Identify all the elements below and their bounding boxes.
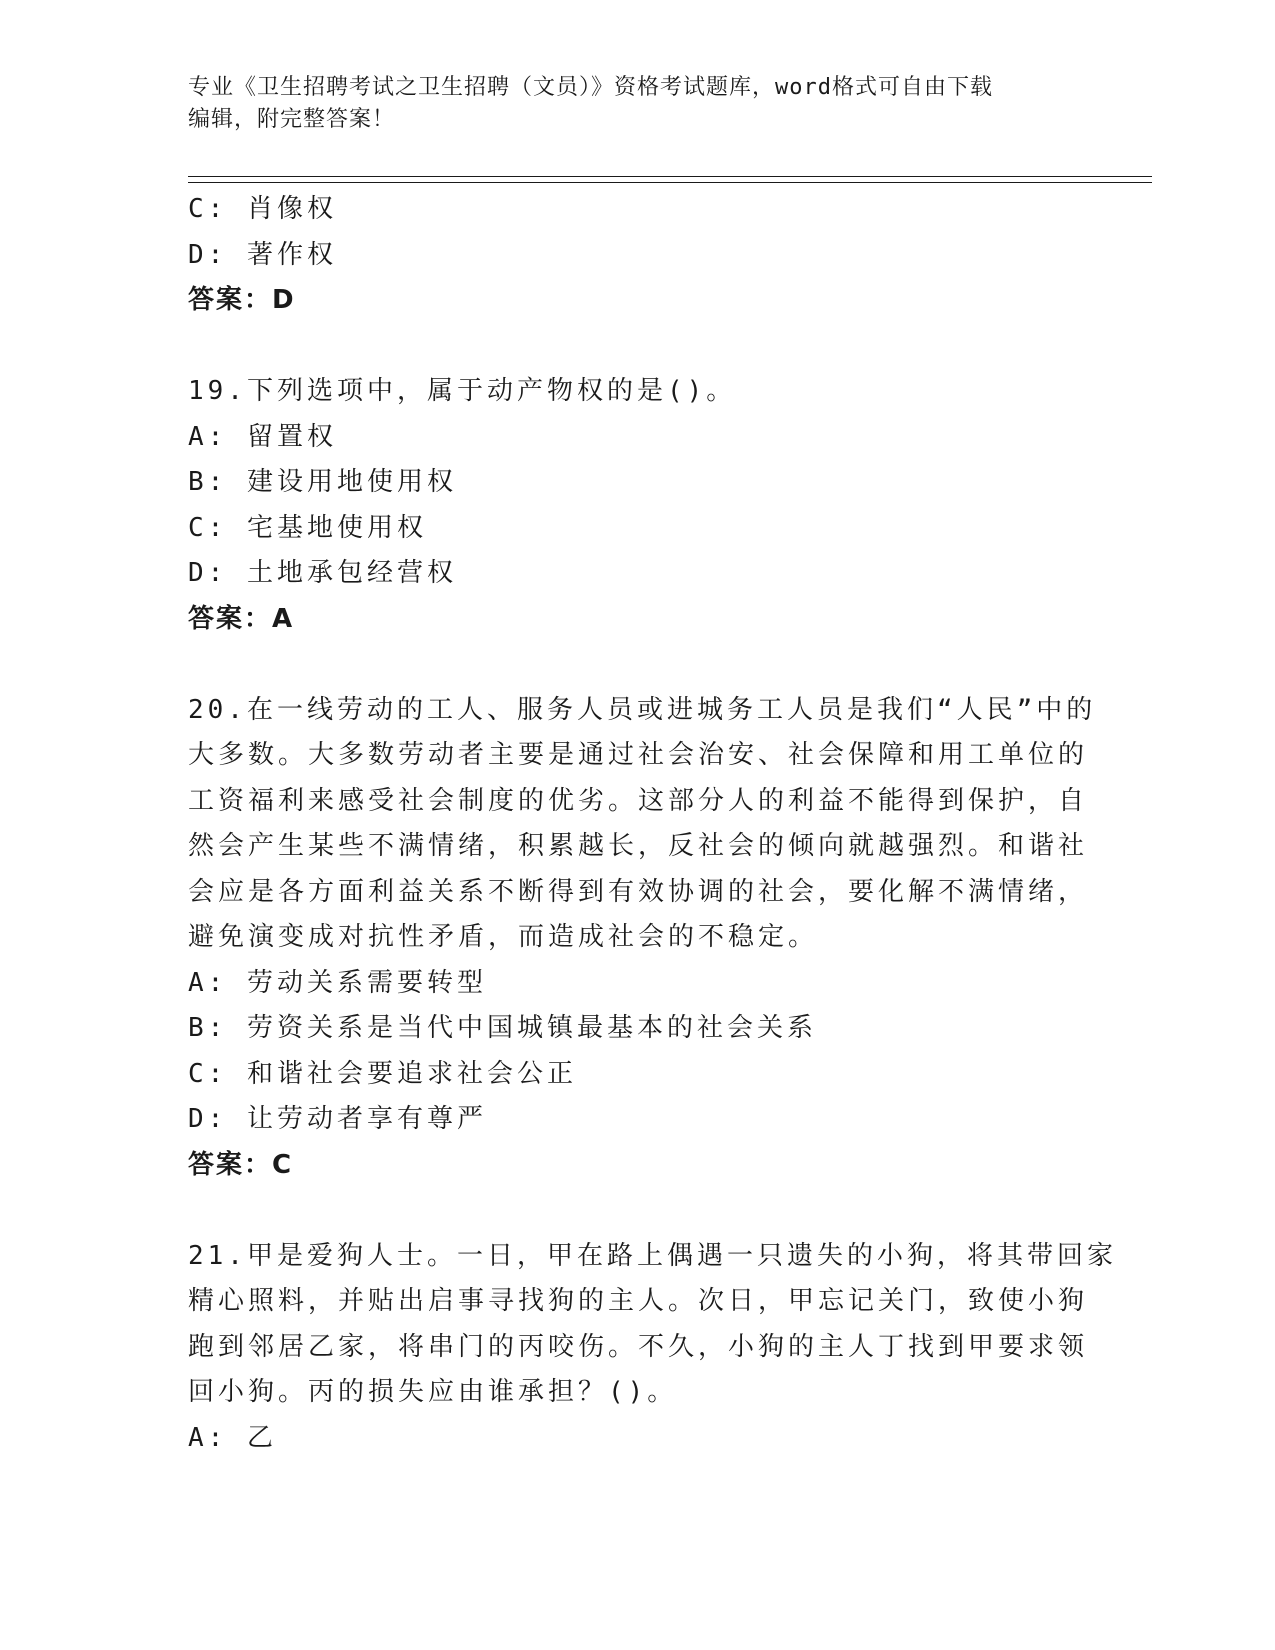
option-d: D: 让劳动者享有尊严 <box>188 1104 487 1134</box>
document-body <box>188 187 1117 1461</box>
stem-line: 会应是各方面利益关系不断得到有效协调的社会，要化解不满情绪， <box>188 876 1089 907</box>
header-line-1: 专业《卫生招聘考试之卫生招聘（文员）》资格考试题库，word格式可自由下载 <box>188 75 993 100</box>
stem-line: 工资福利来感受社会制度的优劣。这部分人的利益不能得到保护，自 <box>188 785 1089 816</box>
option-b: B: 建设用地使用权 <box>188 467 457 497</box>
stem-line: 跑到邻居乙家，将串门的丙咬伤。不久，小狗的主人丁找到甲要求领 <box>188 1331 1089 1362</box>
question-18-remainder <box>188 187 1088 324</box>
stem-line: 避免演变成对抗性矛盾，而造成社会的不稳定。 <box>188 922 819 952</box>
answer-line: 答案：C <box>188 1149 294 1180</box>
question-20 <box>188 688 1097 1189</box>
question-19 <box>188 369 1088 642</box>
stem-line: 大多数。大多数劳动者主要是通过社会治安、社会保障和用工单位的 <box>188 740 1089 770</box>
header-line-2: 编辑，附完整答案！ <box>188 107 396 132</box>
question-stem <box>188 369 1088 415</box>
question-stem <box>188 688 1097 961</box>
option-a: A: 乙 <box>188 1422 277 1453</box>
document-header <box>188 72 1088 136</box>
question-spacer <box>188 642 1088 688</box>
stem-line: 19.下列选项中，属于动产物权的是()。 <box>188 376 737 406</box>
question-spacer <box>188 1188 1088 1234</box>
option-d: D: 著作权 <box>188 239 337 270</box>
header-divider-top <box>188 176 1152 177</box>
question-stem <box>188 1234 1117 1416</box>
option-d: D: 土地承包经营权 <box>188 558 457 588</box>
stem-line: 20.在一线劳动的工人、服务人员或进城务工人员是我们“人民”中的 <box>188 694 1097 725</box>
stem-line: 21.甲是爱狗人士。一日，甲在路上偶遇一只遗失的小狗，将其带回家 <box>188 1240 1117 1271</box>
question-spacer <box>188 324 1088 370</box>
stem-line: 然会产生某些不满情绪，积累越长，反社会的倾向就越强烈。和谐社 <box>188 831 1089 861</box>
option-a: A: 劳动关系需要转型 <box>188 967 487 998</box>
header-divider-bottom <box>188 182 1152 183</box>
option-c: C: 宅基地使用权 <box>188 512 427 543</box>
option-b: B: 劳资关系是当代中国城镇最基本的社会关系 <box>188 1013 817 1043</box>
stem-line: 回小狗。丙的损失应由谁承担？()。 <box>188 1377 678 1407</box>
answer-line: 答案：A <box>188 603 295 634</box>
question-21 <box>188 1234 1117 1462</box>
option-c: C: 和谐社会要追求社会公正 <box>188 1058 577 1089</box>
stem-line: 精心照料，并贴出启事寻找狗的主人。次日，甲忘记关门，致使小狗 <box>188 1286 1089 1316</box>
answer-line: 答案：D <box>188 285 296 315</box>
option-c: C: 肖像权 <box>188 194 337 224</box>
option-a: A: 留置权 <box>188 421 337 452</box>
